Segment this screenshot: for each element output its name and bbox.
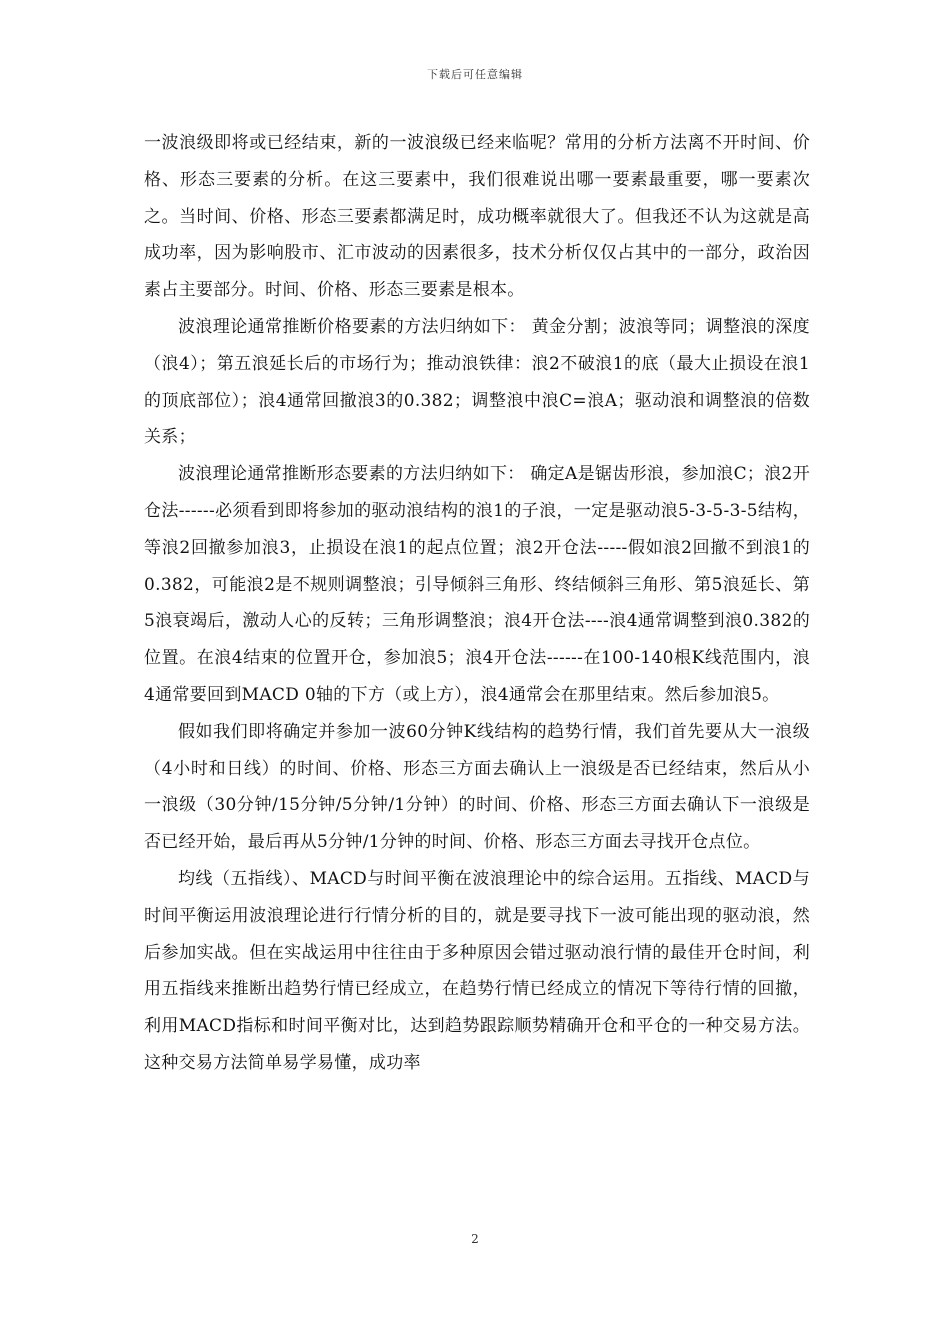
- page-header: 下载后可任意编辑: [427, 68, 523, 81]
- paragraph-price-methods: 波浪理论通常推断价格要素的方法归纳如下： 黄金分割；波浪等同；调整浪的深度（浪4）；第五浪延长后的市场行为；推动浪铁律：浪2不破浪1的底（最大止损设在浪1的顶底部位）；浪4通常回撤浪3的0.382；调整浪中浪C=浪A；驱动浪和调整浪的倍数关系；: [144, 316, 810, 448]
- document-body: [144, 125, 810, 1082]
- page-number: 2: [471, 1232, 479, 1246]
- paragraph-trend-confirmation: 假如我们即将确定并参加一波60分钟K线结构的趋势行情，我们首先要从大一浪级（4小时和日线）的时间、价格、形态三方面去确认上一浪级是否已经结束，然后从小一浪级（30分钟/15分钟/5分钟/1分钟）的时间、价格、形态三方面去确认下一浪级是否已经开始，最后再从5分钟/1分钟的时间、价格、形态三方面去寻找开仓点位。: [144, 721, 810, 853]
- paragraph-pattern-methods: 波浪理论通常推断形态要素的方法归纳如下： 确定A是锯齿形浪，参加浪C；浪2开仓法------必须看到即将参加的驱动浪结构的浪1的子浪，一定是驱动浪5-3-5-3-5结构，等浪2回撤参加浪3，止损设在浪1的起点位置；浪2开仓法-----假如浪2回撤不到浪1的0.382，可能浪2是不规则调整浪；引导倾斜三角形、终结倾斜三角形、第5浪延长、第5浪衰竭后，激动人心的反转；三角形调整浪；浪4开仓法----浪4通常调整到浪0.382的位置。在浪4结束的位置开仓，参加浪5；浪4开仓法------在100-140根K线范围内，浪4通常要回到MACD 0轴的下方（或上方），浪4通常会在那里结束。然后参加浪5。: [144, 464, 810, 705]
- paragraph-time-price-pattern: 一波浪级即将或已经结束，新的一波浪级已经来临呢？常用的分析方法离不开时间、价格、形态三要素的分析。在这三要素中，我们很难说出哪一要素最重要，哪一要素次之。当时间、价格、形态三要素都满足时，成功概率就很大了。但我还不认为这就是高成功率，因为影响股市、汇市波动的因素很多，技术分析仅仅占其中的一部分，政治因素占主要部分。时间、价格、形态三要素是根本。: [144, 133, 810, 301]
- paragraph-ma-macd-balance: 均线（五指线）、MACD与时间平衡在波浪理论中的综合运用。五指线、MACD与时间平衡运用波浪理论进行行情分析的目的，就是要寻找下一波可能出现的驱动浪，然后参加实战。但在实战运用中往往由于多种原因会错过驱动浪行情的最佳开仓时间，利用五指线来推断出趋势行情已经成立，在趋势行情已经成立的情况下等待行情的回撤，利用MACD指标和时间平衡对比，达到趋势跟踪顺势精确开仓和平仓的一种交易方法。这种交易方法简单易学易懂，成功率: [144, 868, 810, 1073]
